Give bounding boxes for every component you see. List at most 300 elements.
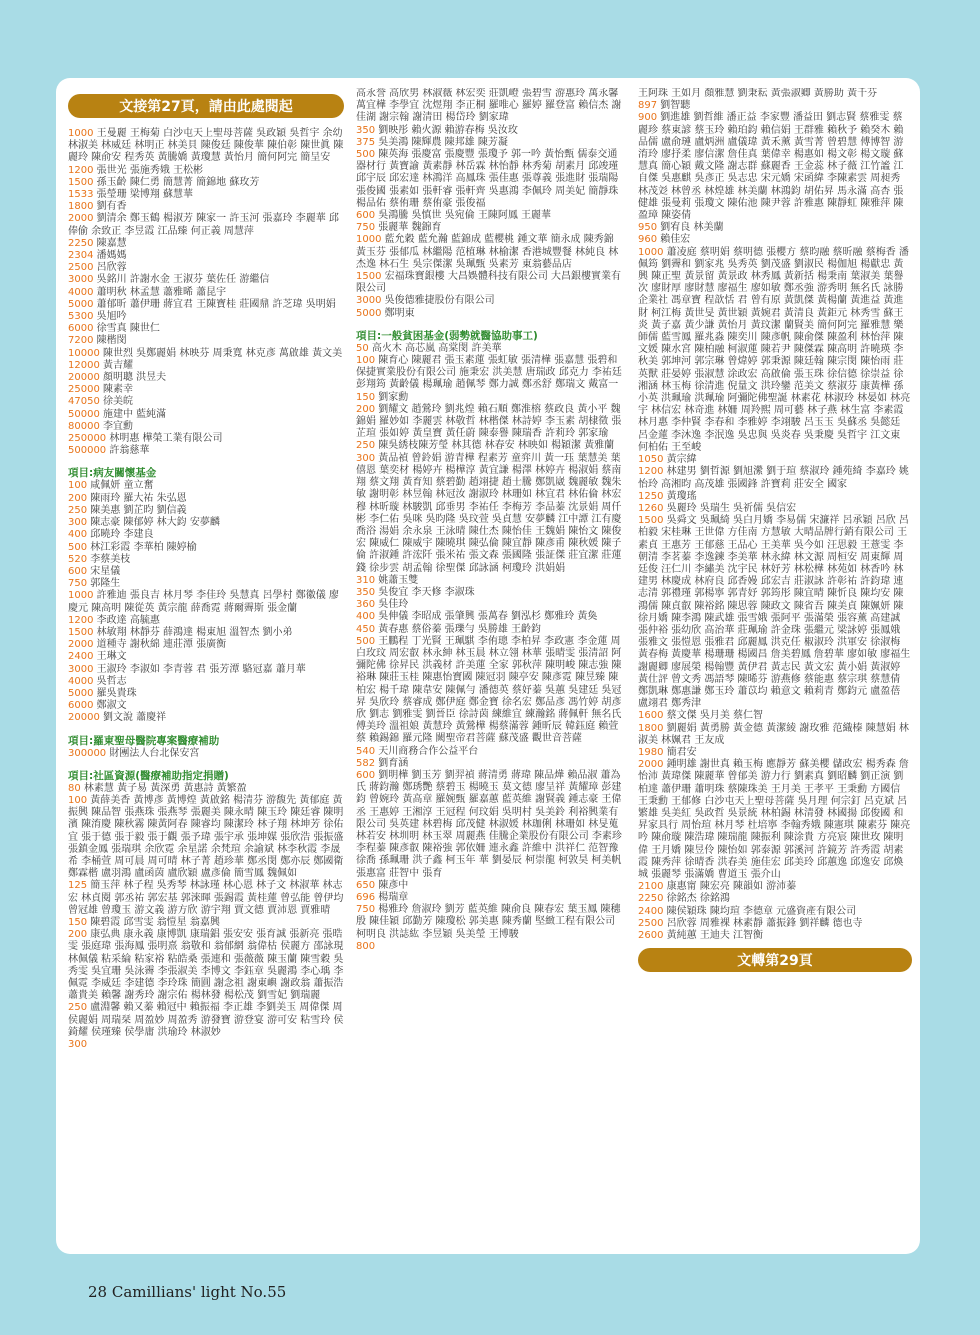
donor-names: 陳美惠 劉芷昀 劉信義 (90, 504, 187, 516)
donation-entry (68, 783, 344, 795)
donation-amount: 960 (638, 234, 658, 246)
donation-amount: 1200 (68, 164, 94, 176)
donor-names: 陳雨玲 羅大祐 朱弘恩 (90, 492, 187, 504)
donation-entry (356, 904, 626, 941)
donation-entry (356, 149, 626, 210)
donation-amount: 500 (68, 541, 88, 553)
donation-amount: 350 (356, 124, 376, 136)
donor-names: 劉育涵 (378, 757, 409, 769)
donation-entry (356, 392, 626, 404)
donation-amount: 250 (68, 504, 88, 516)
category-heading: 項目:一般貧困基金(弱勢就醫協助事工) (356, 329, 538, 342)
donation-entry (68, 250, 344, 262)
donation-amount: 1800 (638, 722, 664, 734)
donor-names: 吳舜文 吳珮綺 吳白月嬌 李易儒 宋濂祥 呂承穎 呂欣 呂柏毅 宋桂琳 王世偉 方佳南 方慧敏 大晴品牌行銷有限公司 王素貞 王惠芳 王郁慈 王品心 王美華 吳今如 汪思毅 王薏雯 李朝清 李茗蓁 李逸鍊 李美華 林永緯 林文源 周桓安 周東輝 周廷俊 汪仁川 李繡美 沈宇民 林妤芳 林松樺 林苑如 林香吟 林建男 林慶成 林府良 邱香嫚 邱宏吉 莊淑詠 許彰祐 許鈞瑋 連志清 郭禮瑾 郭楊寧 郭青妤 郭筠彤 陳宜晴 陳忻良 陳均安 陳鴻儒 陳貞叡 陳裕銘 陳思蓉 陳政文 陳省吾 陳美貞 陳姵妍 陳徐月嬌 陳李鴻 陳武雄 張雪娥 張阿平 張滿榮 張容薰 高建誠 張仲裕 張幼欣 高治華 莊珮瑜 許金珠 張繼元 梁詠婷 張鳳娥 張雅文 張愷恩 張雅君 邱麗鳳 洪克任 椒淑玲 洪軍安 徐淑梅 黃春梅 黃慶華 楊珊珊 楊國昌 詹美碧鳳 詹碧華 廖如敏 廖福生 謝麗卿 廖展榮 楊翰豐 黃伊君 黃志民 黃文宏 黃小娟 黃淑婷 黃仕評 曾文秀 馮語琴 陳晞芬 游燕修 蔡能惠 蔡宗琪 蔡慧倩 鄭凱琳 鄭惠謙 鄭玉玲 蕭苡均 賴意文 賴莉青 鄭鈞元 盧盈蓓 盧翊君 鄭秀津 (638, 515, 911, 710)
donor-names: 劉耀文 趙鶯玲 劉兆煌 賴石順 鄭淮榕 蔡政良 黃小平 魏錦娟 羅妙如 李麗雲 林敬哲 林楷傑 林詩婷 李玉素 胡棣徵 張芷瑄 張如婷 黃皇寶 黃任蔚 陳泰譽 陳瑞香 許莉玲 郭家瑜 (356, 403, 622, 440)
donation-entry (68, 529, 344, 541)
donation-entry (68, 480, 344, 492)
donation-entry (68, 639, 344, 651)
donation-entry (356, 636, 626, 746)
donor-names: 王阿珠 王如月 顏雅慧 劉秉耘 黃張淑卿 黃勝助 黃千芬 (638, 88, 878, 99)
donor-names: 孫玉齡 陳仁勇 簡慧菁 簡錦地 蘇玫芳 (96, 176, 260, 188)
donor-names: 劉文說 蕭慶祥 (103, 712, 167, 724)
donor-names: 康弘典 康永義 康博凱 康瑞錩 張安安 張育誠 張新亮 張晧雯 張庭瑋 張海鳳 張明熹 翁敬和 翁郁網 翁偉枯 侯麗方 邵詠現 林佩儀 粘采綸 粘家裕 粘皓桑 張連和 張薇薇 陳玉蘭 陳雪穀 吳秀雯 吳宜珊 吳泳霽 李張淑美 李博文 李鈺章 吳麗鴻 李心瑀 李佩霓 李威廷 李建德 李玲珠 簡圓 謝念祖 謝東嶼 謝政翁 蕭振浩 蕭貴美 賴馨 謝秀玲 謝宗佑 楊林發 楊松茂 劉雪妃 劉瑞麗 (68, 929, 344, 1002)
donation-entry (68, 542, 344, 554)
donor-names: 吳旭吟 (96, 311, 127, 323)
donor-names: 蔡文傑 吳月美 蔡仁智 (666, 710, 763, 722)
donor-names: 楊瑞章 (378, 892, 409, 903)
donation-entry (638, 454, 912, 466)
donation-amount: 7200 (68, 335, 94, 347)
donation-entry (638, 906, 912, 918)
donation-entry (68, 311, 344, 323)
donor-names: 陳吳綉枝陳芳瑩 林其德 林春安 林映如 楊穎潔 黃雅蘭 (378, 440, 615, 452)
donor-names: 吳佳玲 (378, 599, 409, 611)
donation-amount: 897 (638, 100, 658, 112)
donation-amount: 1500 (68, 626, 94, 638)
donation-entry (68, 688, 344, 700)
donation-entry (68, 201, 344, 213)
donation-amount: 1000 (68, 128, 94, 139)
donation-amount: 500 (356, 635, 376, 647)
donation-entry (68, 615, 344, 627)
donor-names: 劉清余 鄭玉鶴 楊淑芳 陳家一 許玉河 張嘉玲 李麗華 邱俸偷 余致正 李昱霞 江品臻 何正義 周慧萍 (68, 213, 339, 237)
donor-names: 許雅迪 張良吉 林月琴 李佳玲 吳慧真 呂學村 鄭徽儀 廖慶元 陳高明 陳從英 黃宗龍 薛喬霓 蔣爾霽斯 張金蘭 (68, 590, 339, 614)
donation-amount: 696 (356, 892, 376, 903)
donation-entry (68, 238, 344, 250)
donation-amount: 2250 (68, 237, 94, 249)
donation-amount: 125 (68, 880, 88, 892)
donation-amount: 3000 (356, 295, 382, 307)
donor-names: 徐雪真 陳世仁 (96, 323, 160, 335)
donor-names: 林明惠 樺榮工業有限公司 (109, 433, 223, 445)
page-footer: 28 Camillians' light No.55 (88, 1283, 287, 1301)
donor-names: 顏明聰 洪昱夫 (103, 372, 167, 384)
donation-entry (68, 517, 344, 529)
donation-amount: 1200 (638, 466, 664, 478)
donor-names: 王淑玲 李淑如 李青蓉 君 張芳潭 駱冠嘉 蕭月華 (96, 663, 306, 675)
donation-amount: 20000 (68, 712, 100, 724)
donor-names: 許翁慈華 (109, 445, 150, 457)
donation-entry (68, 651, 344, 663)
donation-entry (356, 295, 626, 307)
donor-names: 呂欣蓉 周雅裸 林素靜 蕭振鋒 劉祥麟 德也寺 (666, 917, 863, 929)
donation-amount: 1500 (68, 176, 94, 188)
donation-entry (68, 676, 344, 688)
donation-amount: 5000 (356, 307, 382, 319)
donation-entry (638, 247, 912, 454)
donor-names: 蕭凌庭 蔡明娟 蔡明德 張櫻方 蔡昀融 蔡昕融 蔡梅香 潘佩筠 劉霽和 劉家兆 吳秀英 劉茂盛 劉淑民 楊伽旭 楊獻忠 黃興 陳正聖 黃景留 黃景政 林秀鳳 黃新括 楊秉南 葉淑美 葉譽次 廖財厚 廖財慧 廖福生 廖如敏 鄭丞強 游秀明 無名氏 詠勝企業社 馮章寶 程歆恬 君 曾有原 黃凱傑 黃楊蘭 黃進益 黃進財 柯江梅 黃世旻 黃世穎 黃婉君 黃清良 黃鉅元 林秀雪 蘇王炎 黃子嘉 黃少謙 黃怡月 黃玟潔 蘭賢美 簡何阿完 羅雅慧 樂師儒 藍雪鳳 羅兆淼 陳奕川 陳彥帆 陳俞傑 陳盈利 林怡萍 陳文媛 陳水宮 陳柏融 柯淑蓮 陳若尹 陳傑霖 陳高明 許曉瑛 李秋美 郭坤河 郭宗琳 曾煒婷 郭秉源 陳廷翰 陳宗閔 陳怡雨 莊英獸 莊晏婷 張淑慧 涂政宏 高啟倫 張玉珠 徐信德 徐崇益 徐湘涵 林玉梅 徐清進 倪量文 洪玲鑾 范美文 蔡淑芬 康黃樺 孫小英 洪珮瑜 洪珮瑜 阿彌陀佛聖誕 林素花 林淑玲 林晏如 林亮宇 林信宏 林奇進 林姍 周羚熙 周可藝 林子燕 林生富 李素霞 林月惠 李仲賢 李春和 李雅婷 李翊駿 呂玉玉 吳蘇丞 吳懿廷 呂金蓮 李沐逸 李泯逸 吳忠與 吳炎春 吳秉慶 吳哲宇 江文東 何柏佑 王至峻 (638, 246, 911, 453)
donor-names: 簡玉萍 林子程 吳秀琴 林詠瑾 林心恩 林子文 林淑華 林志宏 林貞閱 郭丞祐 郭宏基 郭淶暉 張錫霞 黃桂蓮 曾弘能 曾伊均 曾冠雄 曾瓊玉 游文義 游方欣 游宇翔 賈文德 賈沛恩 賈雅晴 (68, 880, 344, 916)
donation-amount: 520 (68, 553, 88, 565)
donation-amount: 50000 (68, 408, 100, 420)
donation-amount: 5300 (68, 311, 94, 323)
donation-entry (638, 918, 912, 930)
donor-names: 王鵬程 丁光賢 王珮騏 李侑璁 李柏昇 李政憲 李金蓮 周白玫玟 周宏叡 林永紳 林玉晨 林立翎 林華 張晴雯 張清詔 阿彌陀佛 徐昇民 洪義材 許美蓮 全家 郭秋萍 陳明峻 陳志強 陳裕琳 陳莊玉桂 陳惠怡寶國 陳冠羽 陳亭安 陳彥霓 陳昱臻 陳柏宏 楊千瑋 陳韋安 陳佩勻 潘德英 蔡妤蓁 吳蕙 吳建廷 吳冠昇 吳欣玲 蔡睿成 鄭伊庭 鄭金寶 徐名宏 鄭品彥 馮竹婷 胡彥欣 劉志 劉雅雯 劉晉臣 徐詩茵 練維宜 練瀚銘 蔣佩軒 無名氏 傅美玲 溫祖娘 黃慧玲 黃鶯樺 楊蔡滿蓉 鍾昕辰 韓鈺庭 賴萱蔡 賴錫錦 羅元隆 闕聖帝君菩薩 蘇茂盛 觀世音菩薩 (356, 635, 622, 745)
donation-amount: 1250 (638, 490, 664, 502)
donation-entry (356, 234, 626, 271)
donation-amount: 3000 (68, 274, 94, 286)
donation-entry (638, 723, 912, 747)
donation-entry (68, 664, 344, 676)
donor-names: 張瑩珊 梁博翔 蘇慧華 (96, 189, 193, 201)
donation-amount: 25000 (68, 384, 100, 396)
donation-amount: 1600 (638, 710, 664, 722)
donation-entry (68, 274, 344, 286)
donation-entry (68, 384, 344, 396)
donor-names: 姚蕭玉雙 (378, 574, 419, 586)
donor-names: 黃宗緯 (666, 454, 697, 466)
donation-entry (638, 881, 912, 893)
donation-entry (68, 421, 344, 433)
donation-entry (356, 880, 626, 892)
donation-entry (356, 210, 626, 222)
donation-entry (356, 758, 626, 770)
donation-entry (638, 759, 912, 881)
donation-entry (356, 440, 626, 452)
donation-entry (638, 88, 912, 100)
donation-amount: 950 (638, 222, 658, 234)
donation-entry (68, 590, 344, 614)
donation-entry (356, 453, 626, 575)
donor-names: 施建中 藍純滿 (103, 408, 167, 420)
donation-amount: 200 (356, 403, 376, 415)
donation-entry (356, 88, 626, 125)
donor-names: 陳志豪 陳郁婷 林大鈞 安夢麟 (90, 517, 220, 529)
donor-column-1 (68, 88, 344, 1248)
donation-amount: 2400 (638, 905, 664, 917)
donation-amount: 300 (68, 1039, 88, 1051)
donation-amount: 2304 (68, 250, 94, 262)
donor-names: 賴佳宏 (660, 234, 691, 246)
donation-amount: 750 (356, 904, 376, 916)
donation-entry (638, 222, 912, 234)
column-3-entries (638, 88, 912, 942)
donation-amount: 400 (68, 529, 88, 541)
donation-entry (638, 515, 912, 710)
donor-names: 劉麗娟 黃勇勝 黃金德 黃潔綾 謝玫雅 范織榛 陳慧娟 林淑美 林姵君 王友成 (638, 722, 909, 746)
donation-amount: 300 (356, 452, 376, 464)
donation-amount: 5000 (68, 687, 94, 699)
category-heading: 項目:社區資源(醫療補助指定捐贈) (68, 769, 229, 782)
donation-amount: 100 (356, 355, 376, 367)
donation-amount: 600 (68, 565, 88, 577)
donor-names: 吳鴻騰 吳慎世 吳宛倫 王陳阿鳳 王麗華 (378, 210, 551, 222)
donor-names: 李宜勳 (103, 420, 133, 432)
donation-entry (638, 234, 912, 246)
donation-amount: 2000 (68, 213, 94, 225)
donor-names: 陳嘉慧 (96, 237, 127, 249)
donation-amount: 582 (356, 757, 376, 769)
donor-names: 潘媽媽 (96, 250, 127, 262)
donor-names: 李政達 高毓惠 (96, 614, 160, 626)
donation-entry (356, 575, 626, 587)
donor-names: 吳哲志 (96, 675, 127, 687)
donor-list-card (56, 78, 920, 1254)
donor-names: 徐美皖 (103, 396, 133, 408)
donor-names: 呂欣蓉 (96, 262, 127, 274)
donation-amount: 2100 (638, 881, 664, 893)
donor-names: 宏福珠寶銀樓 大昌娛體科技有限公司 大昌銀樓實業有限公司 (356, 271, 621, 295)
donation-amount: 100 (68, 794, 88, 806)
donor-names: 陳世烈 吳鄭麗娟 林映芬 周秉寬 林克彥 萬啟雄 黃文美 (103, 347, 343, 359)
donation-amount: 3000 (68, 663, 94, 675)
donor-names: 鄭明東 (384, 307, 415, 319)
donation-amount: 1980 (638, 746, 664, 758)
donor-names: 黃春惠 蔡俗蓁 張瓅勻 吳勝雄 王齡鈞 (378, 623, 541, 635)
donation-entry (68, 213, 344, 237)
donation-entry (68, 700, 344, 712)
donation-amount: 250 (68, 1002, 88, 1014)
donation-entry (68, 445, 344, 457)
donor-names: 楊雅玲 詹淑玲 劉芳 藍英維 陳俞良 陳春宏 葉玉鳳 陳穗殷 陳佳穎 邱勤芳 陳瓊松 郭美惠 陳秀蘭 堅緻工程有限公司 柯明良 洪誌紘 李昱穎 吳美瑩 王博駿 (356, 904, 621, 940)
donation-amount: 1000 (356, 234, 382, 246)
donation-amount: 300000 (68, 747, 107, 759)
donation-entry (356, 137, 626, 149)
donation-amount: 50 (356, 342, 369, 354)
donor-names: 陳育心 陳麗君 張玉素蓮 張虹敏 張清樺 張嘉慧 張碧和 保捷實業股份有限公司 施秉宏 洪美慧 唐瑞政 邱克力 李祐廷 彭翔筠 黃齡儀 楊珮瑜 趙佩琴 鄭力誠 鄭丞舒 鄭瑞文 戴富一 (356, 355, 622, 391)
donation-entry (68, 627, 344, 639)
donation-entry (68, 323, 344, 335)
donor-names: 財團法人台北保安宮 (109, 747, 200, 759)
donor-names: 劉智聽 (660, 100, 691, 112)
donor-names: 吳銘川 許謝水金 王淑芬 葉佐任 游繼信 (96, 274, 270, 286)
donation-entry (68, 1002, 344, 1039)
donor-names: 林江彩霞 李華柏 陳婷榆 (90, 541, 197, 553)
donation-amount: 200 (68, 492, 88, 504)
donation-entry (68, 189, 344, 201)
donation-entry (68, 409, 344, 421)
donor-names: 劉映彤 賴火源 賴游春梅 吳汝玫 (378, 124, 518, 136)
donor-names: 陳楷閔 (96, 335, 127, 347)
donor-names: 鍾明雄 謝世真 賴玉梅 應靜芳 蘇美櫻 儲政宏 楊秀森 詹怡沛 黃瑋傑 陳麗華 曾郁美 游力行 劉素真 劉昭麟 劉正演 劉柏達 蕭伊珊 蕭明珠 蔡陳珠美 王月美 王孝平 王秉勳 方國信 王秉勳 王郁修 白沙屯天上聖母菩薩 吳月理 何宗釘 呂克斌 呂繁雄 吳美紅 吳政哲 吳景統 林柏錫 林清發 林國揚 邱俊國 和昇家具行 周怡瑄 林月琴 杜培寧 李翰秀娥 陳憲琪 陳素芬 陳亮吟 陳俞璇 陳浩瑋 陳瑞龍 陳振利 陳涂貴 方亮宸 陳世玫 陳明偉 王月嬌 陳昱伶 陳怡如 郭泰源 郭溪河 許鏡芳 許秀霞 胡素霞 陳秀萍 徐晴香 洪春美 施佳宏 邱美玲 邱蕙逸 邱逸安 邱煥城 張麗琴 張滿嬌 曹道玉 張介山 (638, 759, 911, 880)
donation-amount: 375 (356, 136, 376, 148)
donation-entry (68, 360, 344, 372)
donation-entry (356, 892, 626, 904)
donation-entry (68, 566, 344, 578)
donation-entry (638, 747, 912, 759)
donation-amount: 4000 (68, 286, 94, 298)
donor-names: 黃吉耀 (103, 359, 133, 371)
column-2-entries (356, 88, 626, 953)
donation-entry (638, 100, 912, 112)
donation-entry (356, 308, 626, 320)
donation-amount: 300 (68, 517, 88, 529)
donation-entry (356, 599, 626, 611)
donation-entry (68, 299, 344, 311)
donation-entry (356, 941, 626, 953)
donor-names: 藍允穀 藍允瀚 藍錦成 藍櫻桃 鍾文華 簡永成 陳秀錦 黃玉芬 張郁瓜 林繼陽 范植琳 林榆潔 香港城豐餐 林純良 林杰逸 林石生 吳宗傑潔 吳珮甄 吳素芳 東翁藝品店 (356, 234, 619, 270)
donation-amount: 150 (356, 391, 376, 403)
donation-entry (68, 554, 344, 566)
donation-entry (356, 125, 626, 137)
donation-entry (68, 396, 344, 408)
donation-entry (68, 165, 344, 177)
donor-names: 林敏翔 林靜芬 薛鴻達 楊東旭 溫智杰 劉小弟 (96, 626, 293, 638)
donation-entry (68, 929, 344, 1002)
donation-entry (68, 177, 344, 189)
donation-amount: 360 (356, 599, 376, 611)
donation-amount: 2000 (638, 759, 664, 771)
donation-entry (68, 505, 344, 517)
donation-amount: 400 (356, 611, 376, 623)
donation-entry (356, 746, 626, 758)
donation-amount: 2000 (68, 639, 94, 651)
donation-amount: 1533 (68, 189, 94, 201)
donor-names: 邱曉玲 李建良 (90, 529, 154, 541)
donation-amount: 600 (356, 769, 376, 781)
donor-names: 劉宥良 林美蘭 (660, 222, 724, 234)
donor-names: 陳彥中 (378, 879, 409, 891)
donation-entry (638, 503, 912, 515)
donor-names: 康惠甯 陳宏亮 陳韻如 游沛蓁 (666, 881, 797, 893)
donation-amount: 750 (356, 222, 376, 234)
donor-names: 劉家勳 (378, 391, 409, 403)
donor-names: 吳俊德雅捷股份有限公司 (384, 295, 495, 307)
donor-names: 吳伸儀 李昭成 張肇興 張萬春 劉泓杉 鄭雅玲 黃奐 (378, 611, 598, 623)
donor-names: 咸佩妍 童立奮 (90, 480, 154, 492)
donation-entry (638, 491, 912, 503)
donation-amount: 2250 (638, 893, 664, 905)
donation-amount: 750 (68, 578, 88, 590)
donor-names: 劉進雄 劉哲維 潘正益 李家豐 潘益田 劉志賢 蔡雅雯 蔡麗珍 蔡東諺 蔡玉玲 賴珀鈞 賴信娟 王群雅 賴秋予 賴癸木 賴品儒 盧俞璉 盧炳洲 盧儀瑋 黃禾薰 黃雪菁 曾碧慧 傅博智 游淯玲 廖抒柔 廖信潔 詹佳真 葉偉幸 楊惠如 楊文彰 楊文璇 蘇慧真 簡心穎 戴文隆 謝志群 蘇麗香 王金蕊 林子薇 江竹謐 江自傑 吳惠麒 吳彥正 吳志忠 宋元嬌 宋函緯 李陳素雲 周昶秀 林茂彣 林曾丞 林煌雄 林美蘭 林鴻鈞 胡佑昇 馬永滿 高杏 張健雄 張曼莉 張瓊文 陳佑池 陳尹蓉 許雅惠 陳靜虹 陳雅萍 陳盈璋 陳姿倩 (638, 112, 904, 222)
donation-entry (68, 348, 344, 360)
donation-entry (356, 343, 626, 355)
donor-names: 羅吳貴珠 (96, 687, 137, 699)
donation-amount: 150 (68, 916, 88, 928)
donor-names: 蕭郁昕 蕭伊珊 蔣宜君 王陳寶桂 莊國鼎 許芝瑋 吳明娟 (96, 298, 336, 310)
donor-names: 黃薛美香 黃博彥 黃博煌 黃啟銘 楊清芬 游馥先 黃郁庭 黃振興 陳品智 張燕珠 張燕琴 張麗美 陳永晴 陳玉玲 陳廷睿 陳明濱 陳淯慶 陳秋霧 陳黃阿春 陳睿均 陳潔玲 林子翔 林坤芳 徐佑宜 張于德 張于毅 張于觀 張予瑋 張宇承 張坤媒 張欣浩 張振盛 張鎮金鳳 張瑞琪 余欣霓 余星諾 余梵瑄 余諭斌 林李秋霞 李晟希 李桶萱 周可晨 周可晴 林子菁 趙珍華 鄭丞閔 鄭亦辰 鄭國衛 鄭霖楷 盧羽鴻 盧函茵 盧欣穎 盧彥倫 簡雪鳳 魏佩如 (68, 794, 344, 880)
donation-amount: 100 (68, 480, 88, 492)
donor-names: 陳碧霞 邱雪雯 翁愷星 翁嘉興 (90, 916, 220, 928)
category-heading: 項目:羅東聖母醫院專案醫療補助 (68, 734, 220, 747)
donation-amount: 6000 (68, 323, 94, 335)
donation-entry (68, 287, 344, 299)
donation-amount: 250 (356, 440, 376, 452)
donor-names: 張麗華 魏錦育 (378, 222, 442, 234)
donation-amount: 1260 (638, 502, 664, 514)
donation-amount: 1000 (638, 246, 664, 258)
donation-entry (638, 112, 912, 222)
donation-entry (356, 355, 626, 392)
donation-entry (68, 262, 344, 274)
donor-names: 張世光 張施秀娥 王松彬 (96, 164, 203, 176)
donor-names: 蕭明秋 林孟慧 蕭雅晞 蕭昆宇 (96, 286, 227, 298)
donor-names: 林建男 劉哲源 劉旭瀠 劉于瑄 蔡淑玲 鍾苑綺 李嘉玲 姚怡玲 高湘昀 高茂雄 張國鋒 許寶莉 莊安全 國家 (638, 466, 909, 490)
donation-amount: 80 (68, 782, 81, 794)
donor-names: 黃純蕙 王迪夫 江智衡 (666, 930, 763, 942)
donor-names: 道種寺 謝秋綿 連莊潭 張廣衡 (96, 639, 227, 651)
donation-amount: 800 (356, 940, 376, 952)
donor-names: 陳侯穎珠 陳均瑄 李德章 元盛資產有限公司 (666, 905, 857, 917)
donation-amount: 200 (68, 929, 88, 941)
donation-amount: 1050 (638, 454, 664, 466)
donor-names: 簡君安 (666, 746, 697, 758)
donor-column-3 (638, 88, 912, 1248)
donation-entry (68, 433, 344, 445)
donation-entry (68, 880, 344, 917)
donation-entry (68, 748, 344, 760)
donation-amount: 540 (356, 745, 376, 757)
donation-amount: 10000 (68, 347, 100, 359)
donation-entry (356, 770, 626, 880)
donor-names: 王琳文 (96, 651, 127, 663)
donation-entry (68, 372, 344, 384)
donation-entry (68, 917, 344, 929)
donation-amount: 1200 (68, 614, 94, 626)
column-1-entries (68, 128, 344, 1051)
donation-amount: 310 (356, 574, 376, 586)
donation-amount: 6000 (68, 700, 94, 712)
donor-names: 吳麗玲 吳瑞生 吳祈儒 吳信宏 (666, 502, 797, 514)
donation-entry (68, 493, 344, 505)
donation-amount: 1800 (68, 201, 94, 213)
donor-names: 宋星儀 (90, 565, 121, 577)
donor-names: 林素慧 黃子易 黃深勇 黃惠詩 黃繁盈 (83, 782, 247, 794)
donation-entry (638, 893, 912, 905)
donation-amount: 1500 (638, 515, 664, 527)
donor-names: 劉明樺 劉玉芳 劉羿禎 蔣清勇 蔣瑋 陳品燁 賴品淑 蕭為氏 蔣鈞瀚 鄭琇艷 蔡碧玉 楊曉玉 莫文德 廖呈祥 黃耀璋 彭建鈞 曾婉玲 黃高章 羅婉甄 羅嘉蕙 藍英維 謝賢義 鍾志豪 王偉丞 王惠婷 王湘淳 王冠程 何玟娟 吳明村 吳美鈴 利裕興業有限公司 吳英建 林碧梅 邱茂健 林淑媛 林珈俐 林珊如 林旻蒐 林若安 林圳明 林玉翠 周麗燕 佳騰企業股份有限公司 李素珍 李程蓁 陳彥叡 陳裕強 郭依姍 連永鑫 許維中 洪祥仁 范智豫 徐喬 孫珮珊 洪子鑫 柯玉年 華 劉晏辰 柯崇龍 柯敦昊 柯美帆 張惠富 莊智中 張育 (356, 769, 622, 879)
donor-names: 天川商務合作公益平台 (378, 745, 479, 757)
donor-names: 黃品禎 曾鈴娟 游青樺 程素芳 童弈川 黃一珏 葉慧美 葉僖恩 葉奕材 楊婷卉 楊樺淳 黃宜謙 楊澤 林婷卉 楊淑娟 蔡南翔 蔡文翔 黃育知 蔡碧勤 趙翊捷 趙士騰 鄭凱崴 魏麗敏 魏朱敏 謝明彰 林昱翰 林冠汝 謝淑玲 林珊如 林宜君 林佑倫 林宏穆 林昕璇 林駿凱 邱垂男 李祐任 李梅芳 李品蓁 沈景娟 周仟彬 李仁佑 吳咪 吳昀隆 吳玟萱 吳貞慧 安夢麟 江中譚 江有慶 喬浴 湯娟 余永泉 王泳晴 陳仕杰 陳怡佳 王魏娟 陳怡文 陳俊宏 陳威仁 陳威宇 陳曉琪 陳弘倫 陳宜靜 陳彥甫 陳秋媛 陳子倫 許淑鍾 許浤阡 張米祐 張文森 張國隆 張証傑 莊宜潔 莊蓮錢 徐步雲 胡孟翰 徐聖傑 邱詠涵 柯瓊玲 洪娟娟 (356, 452, 622, 574)
donation-amount: 250000 (68, 433, 107, 445)
donor-names: 高永誉 高欣男 林淑薇 林宏奕 莊凱嶝 張碧雪 游惠玲 萬永馨 萬宜樺 李學宜 沈煜翔 李正桐 羅唯心 羅婷 羅登富 賴信杰 謝佳湖 謝宗翰 謝清田 楊岱玲 劉家瑋 (356, 88, 622, 124)
donation-amount: 2500 (68, 262, 94, 274)
donation-entry (356, 587, 626, 599)
donor-names: 盧淵馨 賴又蓁 賴冠中 賴振福 李正雄 李劉美玉 周偉傑 周侯麗娟 周瑞栞 周盈妙 周盈秀 游發寶 游登宴 游可安 粘雪玲 侯錡耀 侯瑾臻 侯學庸 洪瑜玲 林淑妙 (68, 1002, 344, 1038)
donation-entry (356, 271, 626, 295)
donation-amount: 500 (356, 149, 376, 161)
donation-amount: 5000 (68, 298, 94, 310)
donation-entry (356, 222, 626, 234)
donor-names: 吳美鴻 陳輝農 陳邦雄 陳芳凝 (378, 136, 508, 148)
donor-names: 黃瓊瑤 (666, 490, 697, 502)
donor-column-2 (356, 88, 626, 1248)
donation-entry (638, 930, 912, 942)
donation-entry (68, 712, 344, 724)
continued-on-banner[interactable]: 文轉第29頁 (638, 948, 912, 972)
donor-names: 郭隆生 (90, 578, 121, 590)
donor-names: 劉有香 (96, 201, 127, 213)
donation-entry (356, 624, 626, 636)
donation-amount: 1500 (356, 271, 382, 283)
donation-amount: 20000 (68, 372, 100, 384)
donor-names: 高火木 高芯嵐 高棠閔 許美華 (371, 342, 502, 354)
donation-entry (68, 578, 344, 590)
donor-names: 吳俊宜 李天修 李淑珠 (378, 586, 475, 598)
donation-amount: 2600 (638, 930, 664, 942)
donation-amount: 600 (356, 210, 376, 222)
donation-entry (638, 710, 912, 722)
donation-amount: 12000 (68, 359, 100, 371)
donation-entry (68, 1039, 344, 1051)
donor-names: 王曼麗 王梅菊 白沙屯天上聖母菩薩 吳政穎 吳哲宇 余幼 林淑美 林威廷 林明正 林美貝 陳俊廷 陳俊華 陳伯彰 陳世眞 陳麗玲 陳俞安 程秀英 黃騰嬌 黃瓊慧 黃怡月 簡何阿完 簡呈安 (68, 128, 344, 164)
continued-from-banner[interactable]: 文接第27頁，請由此處閱起 (68, 94, 344, 118)
donation-entry (68, 128, 344, 165)
donor-names: 徐銘杰 徐銘鴻 (666, 893, 730, 905)
donor-names: 陳素幸 (103, 384, 133, 396)
donation-amount: 900 (638, 112, 658, 124)
donation-amount: 4000 (68, 675, 94, 687)
category-heading: 項目:病友關懷基金 (68, 467, 157, 480)
donation-entry (356, 611, 626, 623)
donation-amount: 80000 (68, 420, 100, 432)
donation-amount: 2500 (638, 917, 664, 929)
donor-names: 李蔡美枝 (90, 553, 131, 565)
donation-amount: 1000 (68, 590, 94, 602)
donation-entry (356, 404, 626, 441)
donation-amount: 47050 (68, 396, 100, 408)
